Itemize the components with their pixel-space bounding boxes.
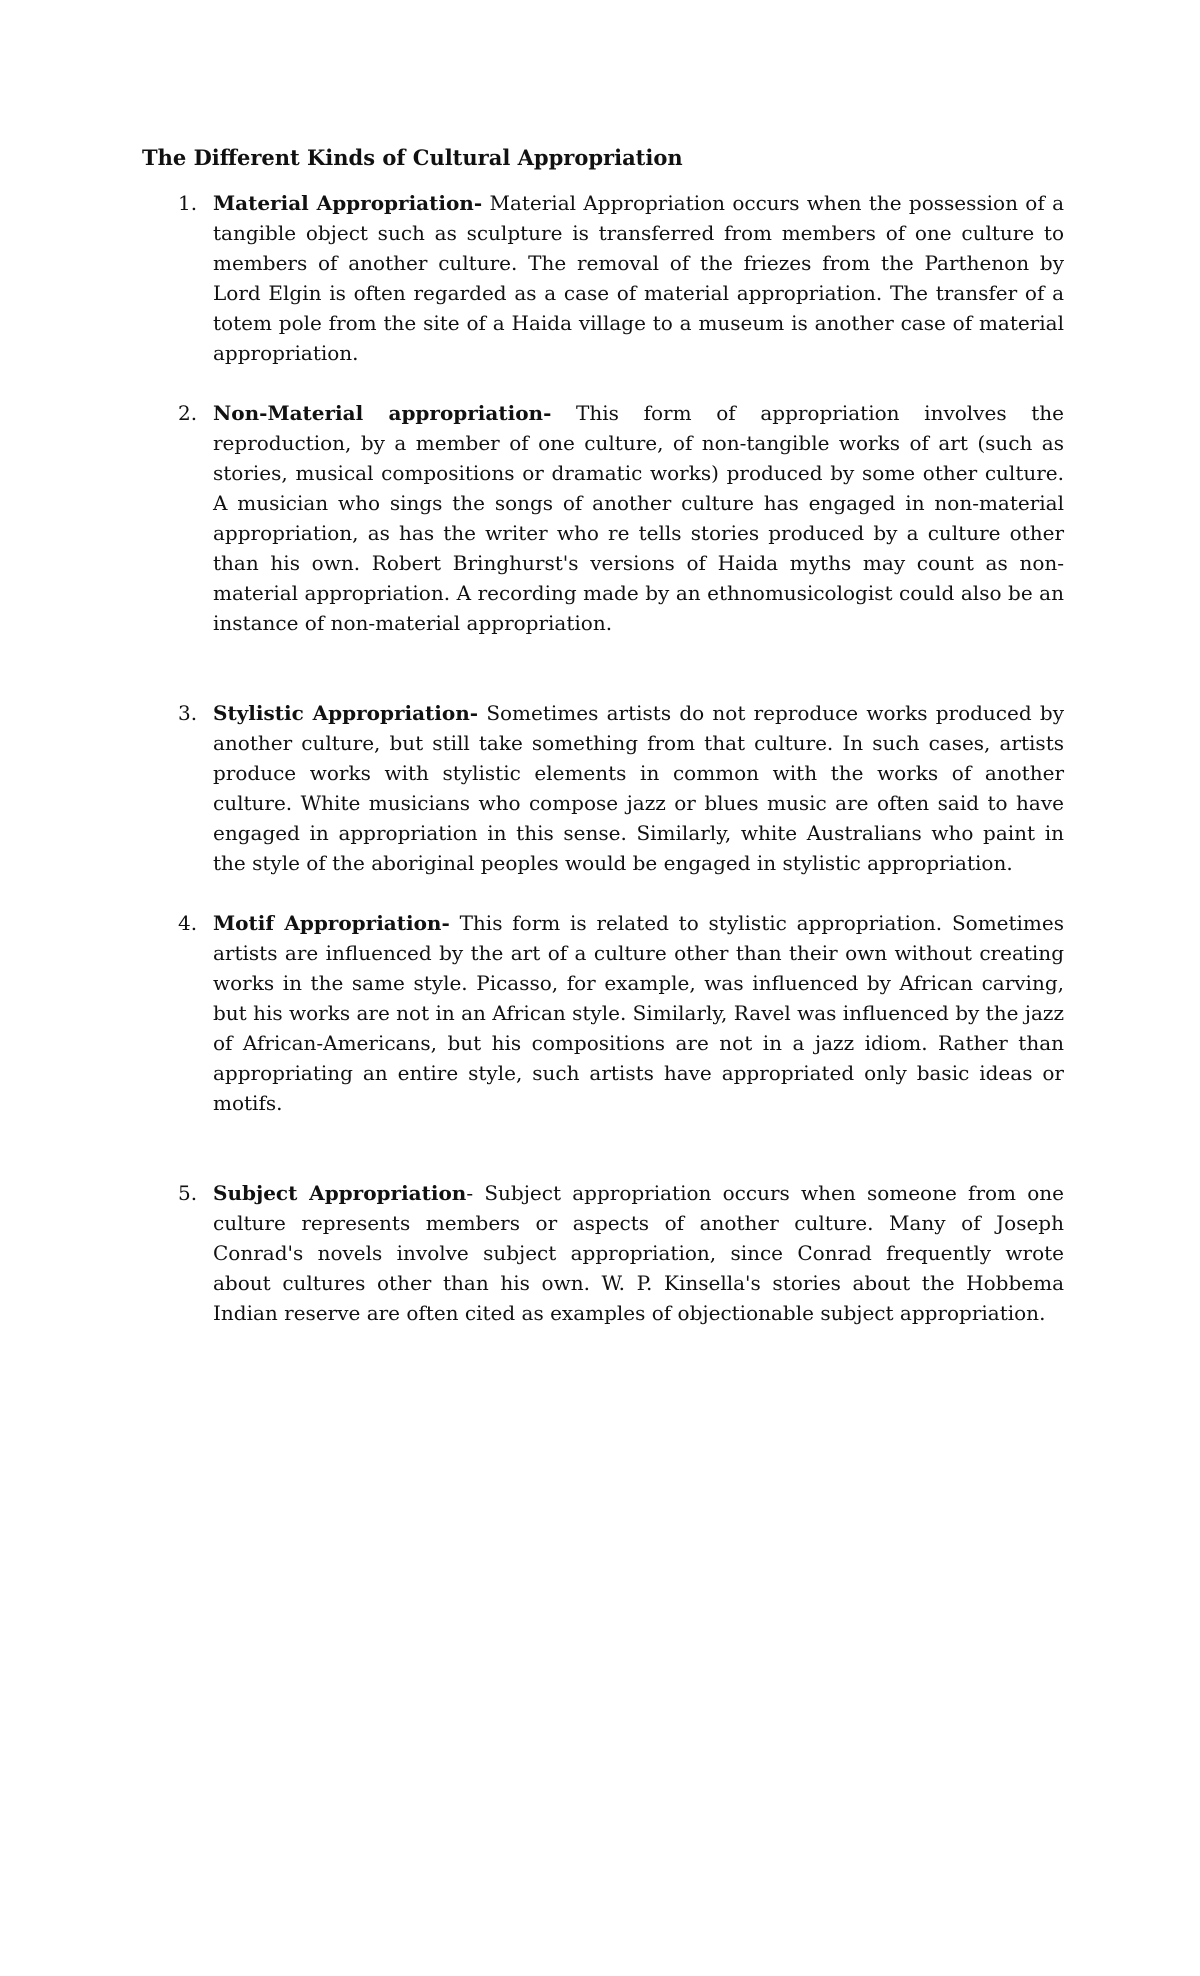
list-item-text: This form is related to stylistic appropriation. Sometimes artists are influenced by the art of a culture other than their own without creating works in the same style. Picasso, for example, was influenced by African carving, but his works are not in an African style. Similarly, Ravel was influenced by the jazz of African-Americans, but his compositions are not in a jazz idiom. Rather than appropriating an entire style, such artists have appropriated only basic ideas or motifs. bbox=[213, 911, 1064, 1115]
list-item-heading: Material Appropriation- bbox=[213, 191, 483, 215]
list-number: 5. bbox=[178, 1181, 198, 1205]
list-item-text: - Subject appropriation occurs when someone from one culture represents members or aspects of another culture. Many of Joseph Conrad's novels involve subject appropriation, since Conrad frequently wrote about cultures other than his own. W. P. Kinsella's stories about the Hobbema Indian reserve are often cited as examples of objectionable subject appropriation. bbox=[213, 1181, 1064, 1325]
list-item-motif-appropriation bbox=[142, 908, 1064, 1118]
list-item-subject-appropriation bbox=[142, 1178, 1064, 1328]
list-item-text: This form of appropriation involves the reproduction, by a member of one culture, of non-tangible works of art (such as stories, musical compositions or dramatic works) produced by some other culture. A musician who sings the songs of another culture has engaged in non-material appropriation, as has the writer who re tells stories produced by a culture other than his own. Robert Bringhurst's versions of Haida myths may count as non-material appropriation. A recording made by an ethnomusicologist could also be an instance of non-material appropriation. bbox=[213, 401, 1064, 635]
list-item-body bbox=[213, 188, 1064, 368]
list-number: 4. bbox=[178, 911, 198, 935]
list-item-text: Sometimes artists do not reproduce works produced by another culture, but still take something from that culture. In such cases, artists produce works with stylistic elements in common with the works of another culture. White musicians who compose jazz or blues music are often said to have engaged in appropriation in this sense. Similarly, white Australians who paint in the style of the aboriginal peoples would be engaged in stylistic appropriation. bbox=[213, 701, 1064, 875]
list-item-heading: Stylistic Appropriation- bbox=[213, 701, 479, 725]
list-item-heading: Subject Appropriation bbox=[213, 1181, 467, 1205]
list-number: 3. bbox=[178, 701, 198, 725]
list-item-heading: Non-Material appropriation- bbox=[213, 401, 552, 425]
list-item-body bbox=[213, 908, 1064, 1118]
list-item-body bbox=[213, 698, 1064, 878]
list-item-body bbox=[213, 398, 1064, 638]
list-item-non-material-appropriation bbox=[142, 398, 1064, 638]
list-item-stylistic-appropriation bbox=[142, 698, 1064, 878]
list-number: 1. bbox=[178, 191, 198, 215]
document-title: The Different Kinds of Cultural Appropriation bbox=[142, 145, 683, 170]
list-item-heading: Motif Appropriation- bbox=[213, 911, 450, 935]
list-item-material-appropriation bbox=[142, 188, 1064, 368]
list-item-text: Material Appropriation occurs when the possession of a tangible object such as sculpture is transferred from members of one culture to members of another culture. The removal of the friezes from the Parthenon by Lord Elgin is often regarded as a case of material appropriation. The transfer of a totem pole from the site of a Haida village to a museum is another case of material appropriation. bbox=[213, 191, 1064, 365]
list-number: 2. bbox=[178, 401, 198, 425]
list-item-body bbox=[213, 1178, 1064, 1328]
